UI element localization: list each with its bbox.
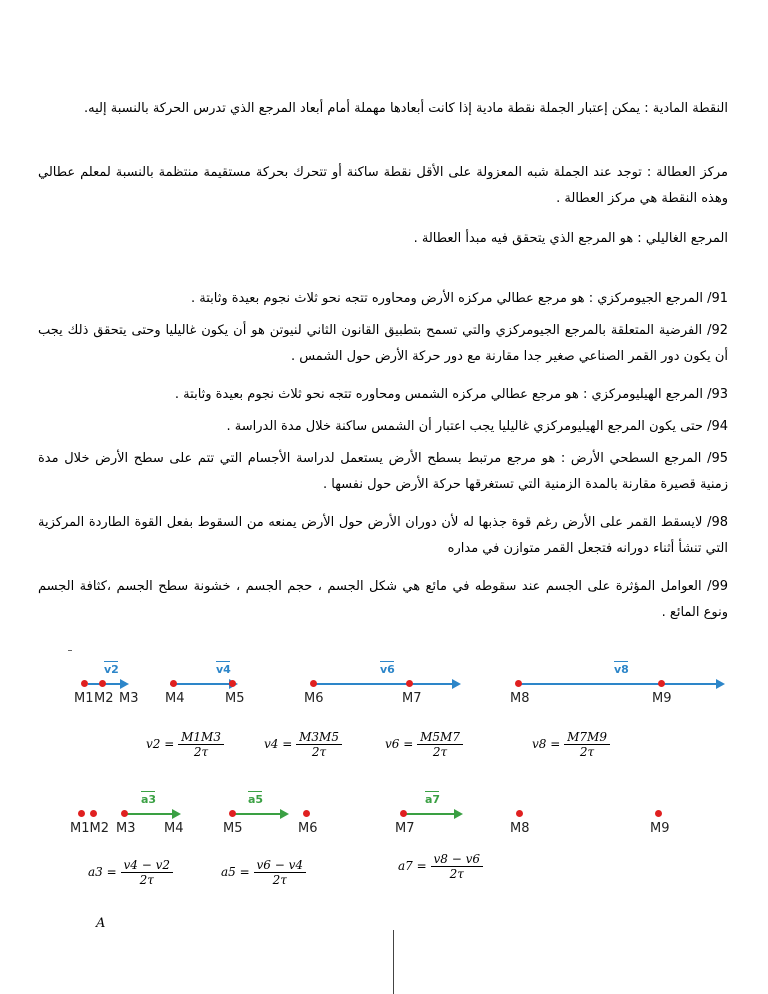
vector-overline [614,661,628,663]
acceleration-vector-a3 [125,813,175,815]
point-label-m5: M5 [225,691,245,706]
formula-v2: v2 = $\frac{M1M3}{2\tau}$ [146,730,224,759]
point-m4 [170,680,177,687]
answer-99: 99/ العوامل المؤثرة على الجسم عند سقوطه في مائع هي شكل الجسم ، حجم الجسم ، خشونة سطح الجسم ،كثافة الجسم ونوع المائع . [38,579,728,620]
point-label-m4: M4 [164,821,184,836]
vector-overline [104,661,118,663]
divider-line [393,930,394,994]
point-m6 [310,680,317,687]
point-m3 [121,810,128,817]
vector-overline [425,791,439,793]
acceleration-vector-a7 [404,813,456,815]
point-m5 [229,680,236,687]
vector-label-a7: a7 [425,793,441,806]
point-m5 [229,810,236,817]
point-m7 [400,810,407,817]
point-label-m9: M9 [652,691,672,706]
point-m9 [655,810,662,817]
arrow-head-icon [280,809,289,819]
definition-galilean-frame: المرجع الغاليلي : هو المرجع الذي يتحقق فيه مبدأ العطالة . [413,231,728,246]
vector-label-v2: v2 [104,663,119,676]
point-m8 [515,680,522,687]
point-label-m1: M1 [74,691,94,706]
point-label-m6: M6 [298,821,318,836]
velocity-vector-v4 [170,683,230,685]
velocity-vector-v6 [315,683,453,685]
answer-94: 94/ حتى يكون المرجع الهيليومركزي غاليليا يجب اعتبار أن الشمس ساكنة خلال مدة الدراسة . [226,419,728,434]
point-label-m2: M2 [94,691,114,706]
point-label-m4: M4 [165,691,185,706]
point-m9 [658,680,665,687]
footer-letter: A [96,916,106,931]
answer-91: 91/ المرجع الجيومركزي : هو مرجع عطالي مركزه الأرض ومحاوره تتجه نحو ثلاث نجوم بعيدة وثابتة . [190,291,728,306]
vector-label-a5: a5 [248,793,264,806]
point-label-m1m2: M1M2 [70,821,109,836]
point-label-m7: M7 [402,691,422,706]
vector-label-v6: v6 [380,663,395,676]
point-m7 [406,680,413,687]
answer-93: 93/ المرجع الهيليومركزي : هو مرجع عطالي مركزه الشمس ومحاوره تتجه نحو ثلاث نجوم بعيدة وثابتة . [174,387,728,402]
answer-98: 98/ لايسقط القمر على الأرض رغم قوة جذبها له لأن دوران الأرض حول الأرض يمنعه من السقوط بفعل القوة الطاردة المركزية التي تنشأ أثناء دورانه فتجعل القمر متوازن في مداره [38,515,728,556]
arrow-head-icon [716,679,725,689]
point-m6 [303,810,310,817]
point-label-m3: M3 [119,691,139,706]
definition-material-point: النقطة المادية : يمكن إعتبار الجملة نقطة مادية إذا كانت أبعادها مهملة أمام أبعاد المرجع الذي تدرس الحركة بالنسبة إليه. [84,101,728,116]
formula-a3: a3 = $\frac{v4 - v2}{2\tau}$ [88,858,173,887]
vector-label-v4: v4 [216,663,231,676]
vector-overline [380,661,394,663]
vector-overline [216,661,230,663]
point-m1 [78,810,85,817]
vector-overline [248,791,262,793]
formula-a5: a5 = $\frac{v6 - v4}{2\tau}$ [221,858,306,887]
formula-v8: v8 = $\frac{M7M9}{2\tau}$ [532,730,610,759]
point-m2 [99,680,106,687]
definition-center-of-inertia: مركز العطالة : توجد عند الجملة شبه المعزولة على الأقل نقطة ساكنة أو تتحرك بحركة مستقيمة منتظمة بالنسبة لمعلم عطالي وهذه النقطة هي مركز العطالة . [38,165,728,206]
point-m2 [90,810,97,817]
point-label-m9: M9 [650,821,670,836]
formula-v4: v4 = $\frac{M3M5}{2\tau}$ [264,730,342,759]
point-label-m7: M7 [395,821,415,836]
arrow-head-icon [172,809,181,819]
arrow-head-icon [454,809,463,819]
acceleration-vector-a5 [232,813,282,815]
point-m8 [516,810,523,817]
answer-95: 95/ المرجع السطحي الأرض : هو مرجع مرتبط بسطح الأرض يستعمل لدراسة الأجسام التي تتم على سطح الأرض خلال مدة زمنية قصيرة مقارنة بالمدة الزمنية التي تستغرقها حركة الأرض حول نفسها . [38,451,728,492]
vector-overline [141,791,155,793]
point-label-m3: M3 [116,821,136,836]
answer-92: 92/ الفرضية المتعلقة بالمرجع الجيومركزي والتي تسمح بتطبيق القانون الثاني لنيوتن هو أن يكون غاليليا وحتى يتحقق ذلك يجب أن يكون دور القمر الصناعي صغير جدا مقارنة مع دور حركة الأرض حول الشمس . [38,323,728,364]
arrow-head-icon [452,679,461,689]
point-m1 [81,680,88,687]
vector-label-v8: v8 [614,663,629,676]
formula-v6: v6 = $\frac{M5M7}{2\tau}$ [385,730,463,759]
point-label-m5: M5 [223,821,243,836]
vector-label-a3: a3 [141,793,157,806]
formula-a7: a7 = $\frac{v8 - v6}{2\tau}$ [398,852,483,881]
point-label-m6: M6 [304,691,324,706]
point-label-m8: M8 [510,691,530,706]
dash-mark [68,650,72,651]
arrow-head-icon [120,679,129,689]
velocity-vector-v8 [520,683,718,685]
point-label-m8: M8 [510,821,530,836]
